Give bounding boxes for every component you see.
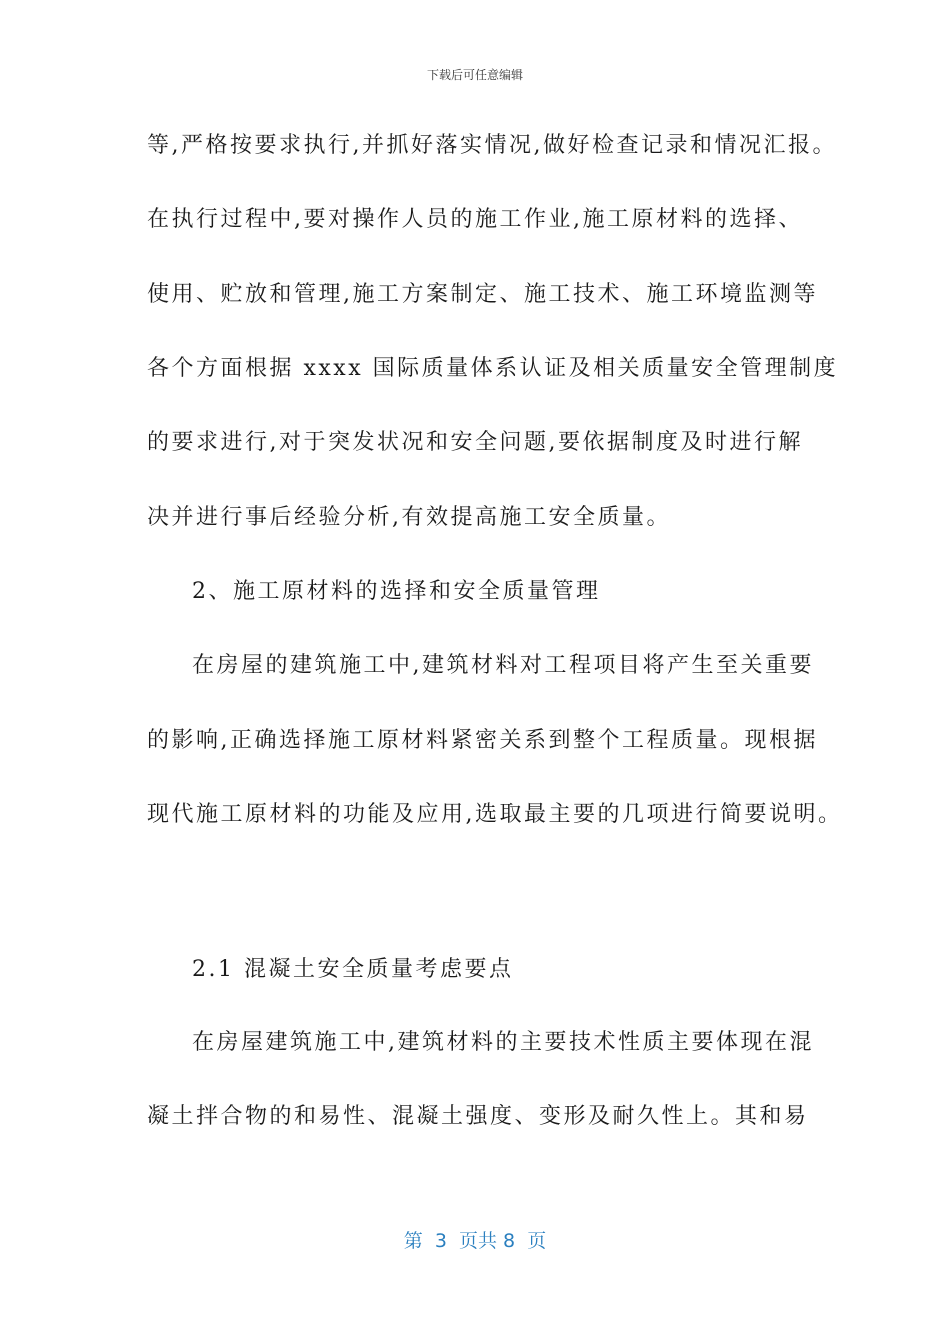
section-heading-2-1: 2.1 混凝土安全质量考虑要点: [192, 957, 514, 982]
paragraph-line-5: 的要求进行,对于突发状况和安全问题,要依据制度及时进行解: [147, 430, 803, 455]
paragraph-line-7: 在房屋的建筑施工中,建筑材料对工程项目将产生至关重要: [192, 653, 814, 678]
section-heading-2: 2、施工原材料的选择和安全质量管理: [192, 579, 601, 604]
paragraph-line-11: 凝土拌合物的和易性、混凝土强度、变形及耐久性上。其和易: [147, 1104, 809, 1129]
paragraph-line-8: 的影响,正确选择施工原材料紧密关系到整个工程质量。现根据: [147, 728, 818, 753]
paragraph-line-10: 在房屋建筑施工中,建筑材料的主要技术性质主要体现在混: [192, 1030, 814, 1055]
page-header: 下载后可任意编辑: [426, 68, 523, 82]
paragraph-line-4: 各个方面根据 xxxx 国际质量体系认证及相关质量安全管理制度: [147, 356, 839, 381]
paragraph-line-1: 等,严格按要求执行,并抓好落实情况,做好检查记录和情况汇报。: [147, 133, 837, 158]
page-footer: 第 3 页共 8 页: [403, 1230, 547, 1252]
paragraph-line-3: 使用、贮放和管理,施工方案制定、施工技术、施工环境监测等: [147, 282, 818, 307]
paragraph-line-9: 现代施工原材料的功能及应用,选取最主要的几项进行简要说明。: [147, 802, 843, 827]
paragraph-line-6: 决并进行事后经验分析,有效提高施工安全质量。: [147, 505, 671, 530]
paragraph-line-2: 在执行过程中,要对操作人员的施工作业,施工原材料的选择、: [147, 207, 803, 232]
